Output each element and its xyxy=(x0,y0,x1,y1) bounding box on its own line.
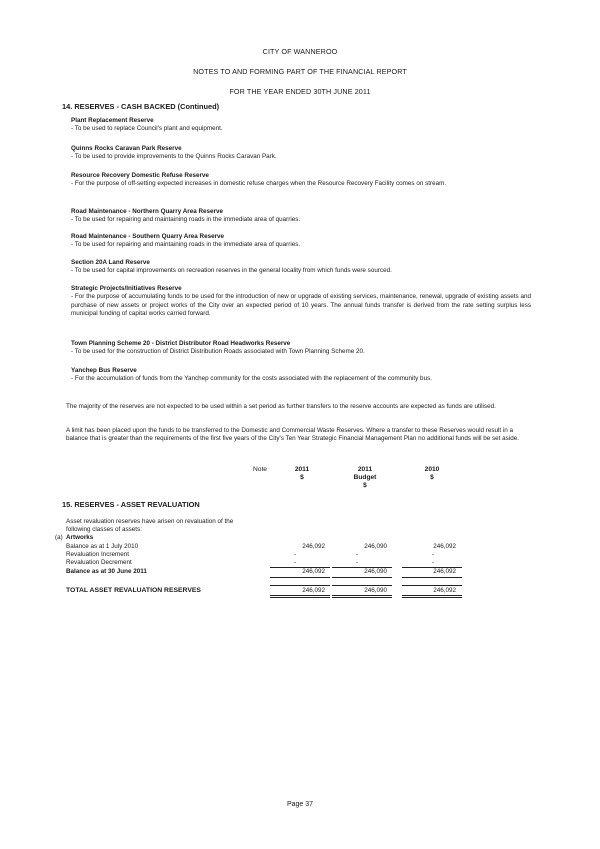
divider xyxy=(270,597,330,598)
reserve-desc: - For the accumulation of funds from the Yanchep community for the costs associated with the replacement of the community bus. xyxy=(71,375,432,383)
total-value-budget: 246,090 xyxy=(364,587,387,594)
column-unit: $ xyxy=(363,482,367,489)
row-label: Balance as at 1 July 2010 xyxy=(66,543,139,550)
reserve-title: Road Maintenance - Southern Quarry Area Reserve xyxy=(71,233,225,240)
item-title: Artworks xyxy=(66,534,94,541)
reserve-road-northern xyxy=(71,208,531,225)
divider xyxy=(270,595,330,596)
column-2011-budget-header xyxy=(335,466,395,490)
divider xyxy=(332,595,392,596)
column-2010-header xyxy=(402,466,462,482)
divider xyxy=(402,595,462,596)
divider xyxy=(402,577,462,578)
reserve-resource-recovery xyxy=(71,172,531,189)
row-label: Balance as at 30 June 2011 xyxy=(66,568,147,575)
column-unit: $ xyxy=(430,474,434,481)
row-value-2010: - xyxy=(431,551,435,558)
divider xyxy=(270,577,330,578)
reserve-title: Yanchep Bus Reserve xyxy=(71,367,137,374)
column-sub: Budget xyxy=(353,474,377,481)
reserve-desc: - To be used to provide improvements to the Quinns Rocks Caravan Park. xyxy=(71,153,277,161)
revaluation-intro-line2: following classes of assets: xyxy=(66,526,142,533)
column-unit: $ xyxy=(300,474,304,481)
reserves-usage-paragraph: The majority of the reserves are not expected to be used within a set period as further transfers to the reserve accounts are expected as funds are utilised. xyxy=(66,403,496,410)
reserve-yanchep-bus xyxy=(71,367,531,384)
reserve-title: Section 20A Land Reserve xyxy=(71,259,150,266)
item-label: (a) xyxy=(55,534,63,541)
reserve-section-20a xyxy=(71,259,531,276)
row-value-budget: - xyxy=(355,551,359,558)
divider xyxy=(270,585,330,586)
row-value-2011: - xyxy=(293,551,297,558)
divider xyxy=(332,597,392,598)
reserve-title: Quinns Rocks Caravan Park Reserve xyxy=(71,145,182,152)
reserve-desc: - To be used to replace Council's plant and equipment. xyxy=(71,125,223,133)
reserve-tps20 xyxy=(71,340,531,357)
reserve-desc: - To be used for the construction of District Distribution Roads associated with Town Planning Scheme 20. xyxy=(71,348,365,356)
column-year: 2010 xyxy=(424,466,440,473)
section-14-title: 14. RESERVES - CASH BACKED (Continued) xyxy=(62,102,220,111)
report-period: FOR THE YEAR ENDED 30TH JUNE 2011 xyxy=(229,87,371,96)
row-value-2011: - xyxy=(293,559,297,566)
row-label: Revaluation Decrement xyxy=(66,559,132,566)
reserve-desc: - For the purpose of off-setting expected increases in domestic refuse charges when the Resource Recovery Facility comes on stream. xyxy=(71,180,447,188)
reserve-desc: - To be used for capital improvements on recreation reserves in the general locality from which funds were sourced. xyxy=(71,267,392,275)
row-label: Revaluation Increment xyxy=(66,551,130,558)
org-name: CITY OF WANNEROO xyxy=(262,47,338,56)
reserve-desc: - For the purpose of accumulating funds to be used for the introduction of new or upgrade of existing services, maintenance, renewal, upgrade of existing assets and purchase of new assets or project works of the City over an expected period of 10 years. The annual funds transfer is derived from the rate setting surplus less municipal funding of capital works carried forward. xyxy=(71,293,531,318)
row-value-2010: - xyxy=(431,559,435,566)
divider xyxy=(332,585,392,586)
reserve-road-southern xyxy=(71,233,531,250)
total-label: TOTAL ASSET REVALUATION RESERVES xyxy=(66,587,201,594)
divider xyxy=(402,585,462,586)
reserve-desc: - To be used for repairing and maintaining roads in the immediate area of quarries. xyxy=(71,216,301,224)
reserve-desc: - To be used for repairing and maintaining roads in the immediate area of quarries. xyxy=(71,241,301,249)
row-value-2011: 246,092 xyxy=(302,543,325,550)
column-note-header: Note xyxy=(253,466,267,473)
row-value-2011: 246,092 xyxy=(302,568,325,575)
reserve-title: Town Planning Scheme 20 - District Distributor Road Headworks Reserve xyxy=(71,340,291,347)
page-number: Page 37 xyxy=(286,801,314,808)
total-value-2011: 246,092 xyxy=(302,587,325,594)
section-15-title: 15. RESERVES - ASSET REVALUATION xyxy=(62,500,200,509)
column-year: 2011 xyxy=(294,466,310,473)
row-value-budget: 246,090 xyxy=(364,543,387,550)
row-value-budget: 246,090 xyxy=(364,568,387,575)
column-2011-header xyxy=(272,466,332,482)
row-value-2010: 246,092 xyxy=(433,568,456,575)
report-title: NOTES TO AND FORMING PART OF THE FINANCIAL REPORT xyxy=(193,67,407,76)
reserves-limit-paragraph: A limit has been placed upon the funds to be transferred to the Domestic and Commercial Waste Reserves. Where a transfer to these Reserves would result in a balance that is greater than the requirements of the first five years of the City's Ten Year Strategic Financial Management Plan no additional funds will be set aside. xyxy=(66,427,519,443)
reserve-title: Resource Recovery Domestic Refuse Reserve xyxy=(71,172,209,179)
row-value-2010: 246,092 xyxy=(433,543,456,550)
reserve-quinns-rocks xyxy=(71,145,531,162)
total-value-2010: 246,092 xyxy=(433,587,456,594)
row-value-budget: - xyxy=(355,559,359,566)
reserve-title: Plant Replacement Reserve xyxy=(71,117,154,124)
divider xyxy=(402,597,462,598)
reserve-title: Road Maintenance - Northern Quarry Area Reserve xyxy=(71,208,223,215)
divider xyxy=(332,577,392,578)
reserve-strategic-projects xyxy=(71,285,531,319)
revaluation-intro-line1: Asset revaluation reserves have arisen on revaluation of the xyxy=(66,518,234,525)
column-year: 2011 xyxy=(357,466,373,473)
reserve-plant-replacement xyxy=(71,117,531,134)
reserve-title: Strategic Projects/Initiatives Reserve xyxy=(71,285,182,292)
